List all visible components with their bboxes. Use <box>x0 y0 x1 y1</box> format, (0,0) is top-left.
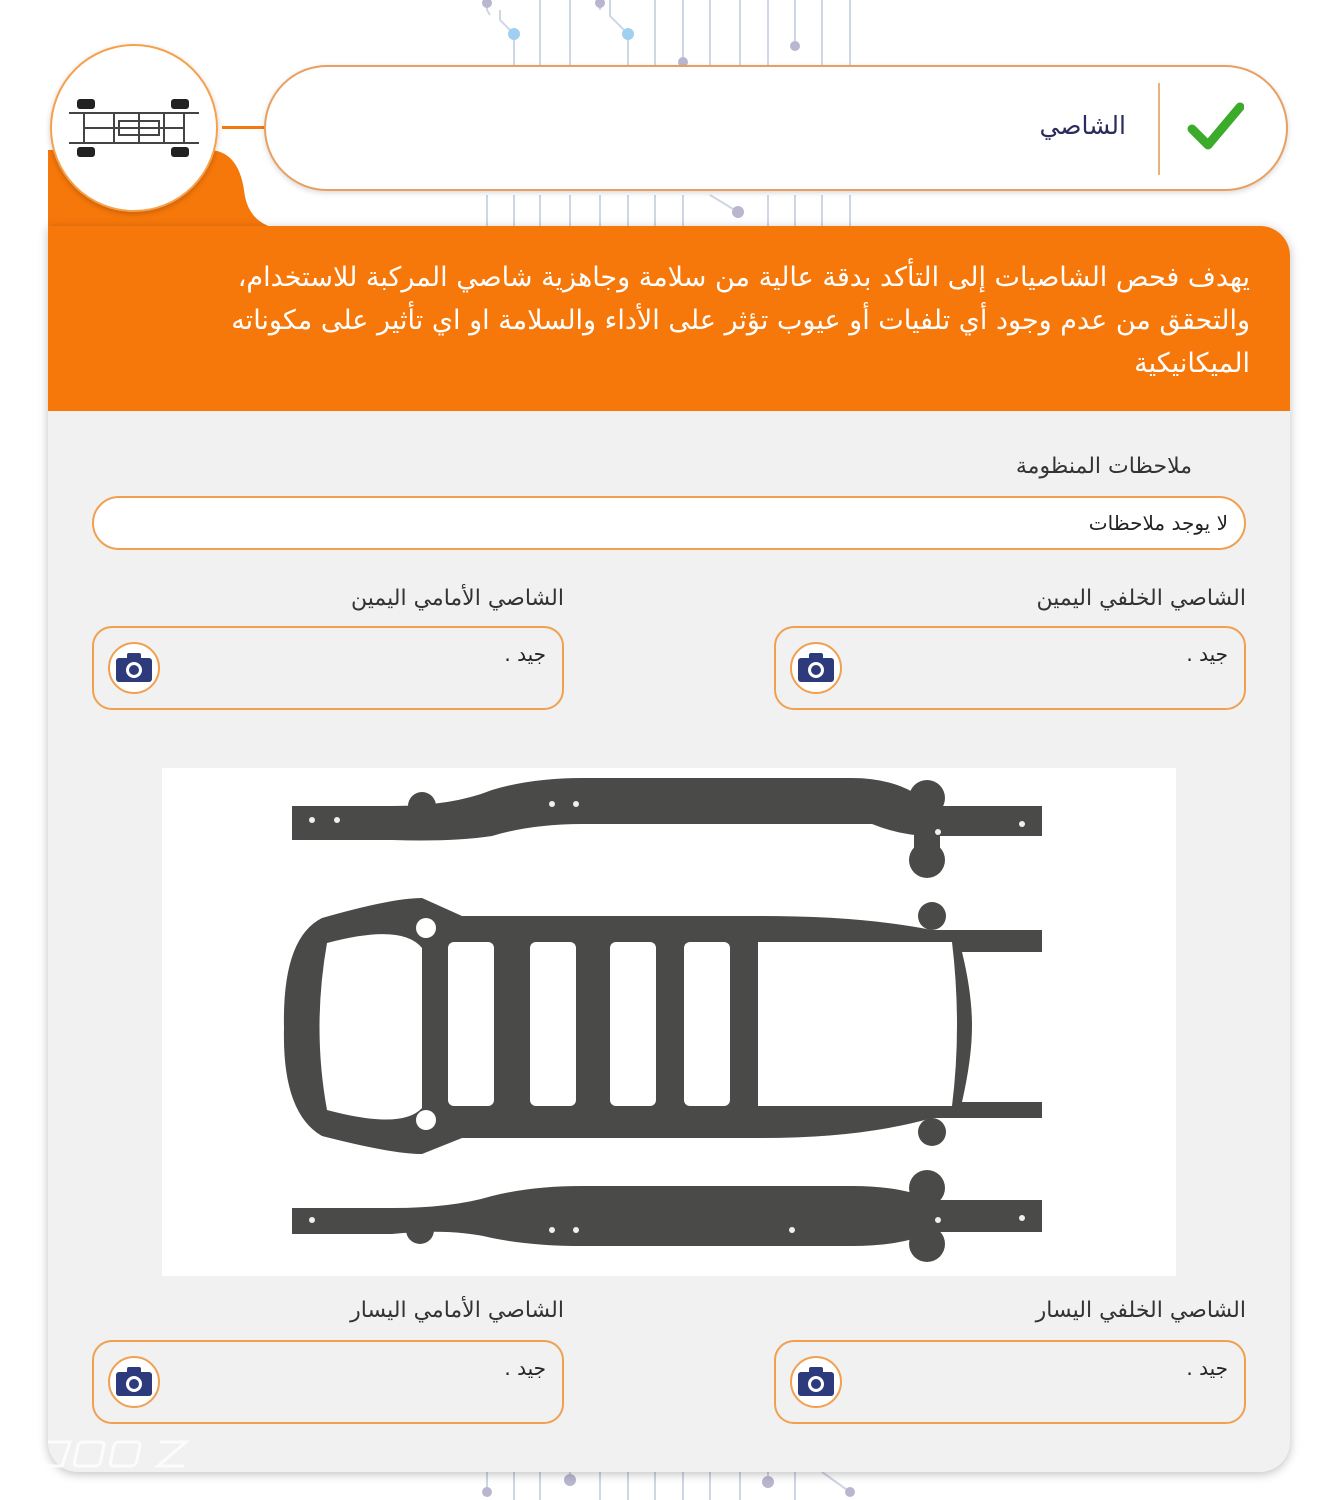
notes-label: ملاحظات المنظومة <box>1015 454 1192 479</box>
check-icon <box>1186 97 1244 155</box>
notes-value: لا يوجد ملاحظات <box>1088 511 1228 535</box>
section-title-bar <box>264 65 1288 191</box>
rear-left-label: الشاصي الخلفي اليسار <box>1035 1298 1246 1323</box>
description-banner <box>48 226 1290 411</box>
section-title: الشاصي <box>1039 111 1126 140</box>
front-left-value: جيد . <box>504 1356 546 1380</box>
front-right-field[interactable] <box>92 626 564 710</box>
front-left-label: الشاصي الأمامي اليسار <box>350 1298 564 1323</box>
title-divider <box>1158 83 1160 175</box>
camera-icon <box>796 652 836 684</box>
inspection-card <box>48 226 1290 1472</box>
rear-right-camera-button[interactable] <box>790 642 842 694</box>
front-left-field[interactable] <box>92 1340 564 1424</box>
rear-left-camera-button[interactable] <box>790 1356 842 1408</box>
camera-icon <box>796 1366 836 1398</box>
rear-right-value: جيد . <box>1186 642 1228 666</box>
chassis-icon <box>59 93 209 163</box>
camera-icon <box>114 1366 154 1398</box>
front-left-camera-button[interactable] <box>108 1356 160 1408</box>
chassis-icon-circle <box>50 44 218 212</box>
watermark-logo <box>40 1436 190 1472</box>
section-description: يهدف فحص الشاصيات إلى التأكد بدقة عالية من سلامة وجاهزية شاصي المركبة للاستخدام، والتحقق من عدم وجود أي تلفيات أو عيوب تؤثر على الأداء والسلامة او اي تأثير على مكوناته الميكانيكية <box>231 262 1250 379</box>
rear-left-field[interactable] <box>774 1340 1246 1424</box>
rear-left-value: جيد . <box>1186 1356 1228 1380</box>
header-connector <box>222 126 266 129</box>
camera-icon <box>114 652 154 684</box>
front-right-label: الشاصي الأمامي اليمين <box>351 586 564 611</box>
front-right-value: جيد . <box>504 642 546 666</box>
rear-right-label: الشاصي الخلفي اليمين <box>1036 586 1246 611</box>
rear-right-field[interactable] <box>774 626 1246 710</box>
front-right-camera-button[interactable] <box>108 642 160 694</box>
notes-field[interactable] <box>92 496 1246 550</box>
chassis-frame-image <box>162 768 1176 1276</box>
